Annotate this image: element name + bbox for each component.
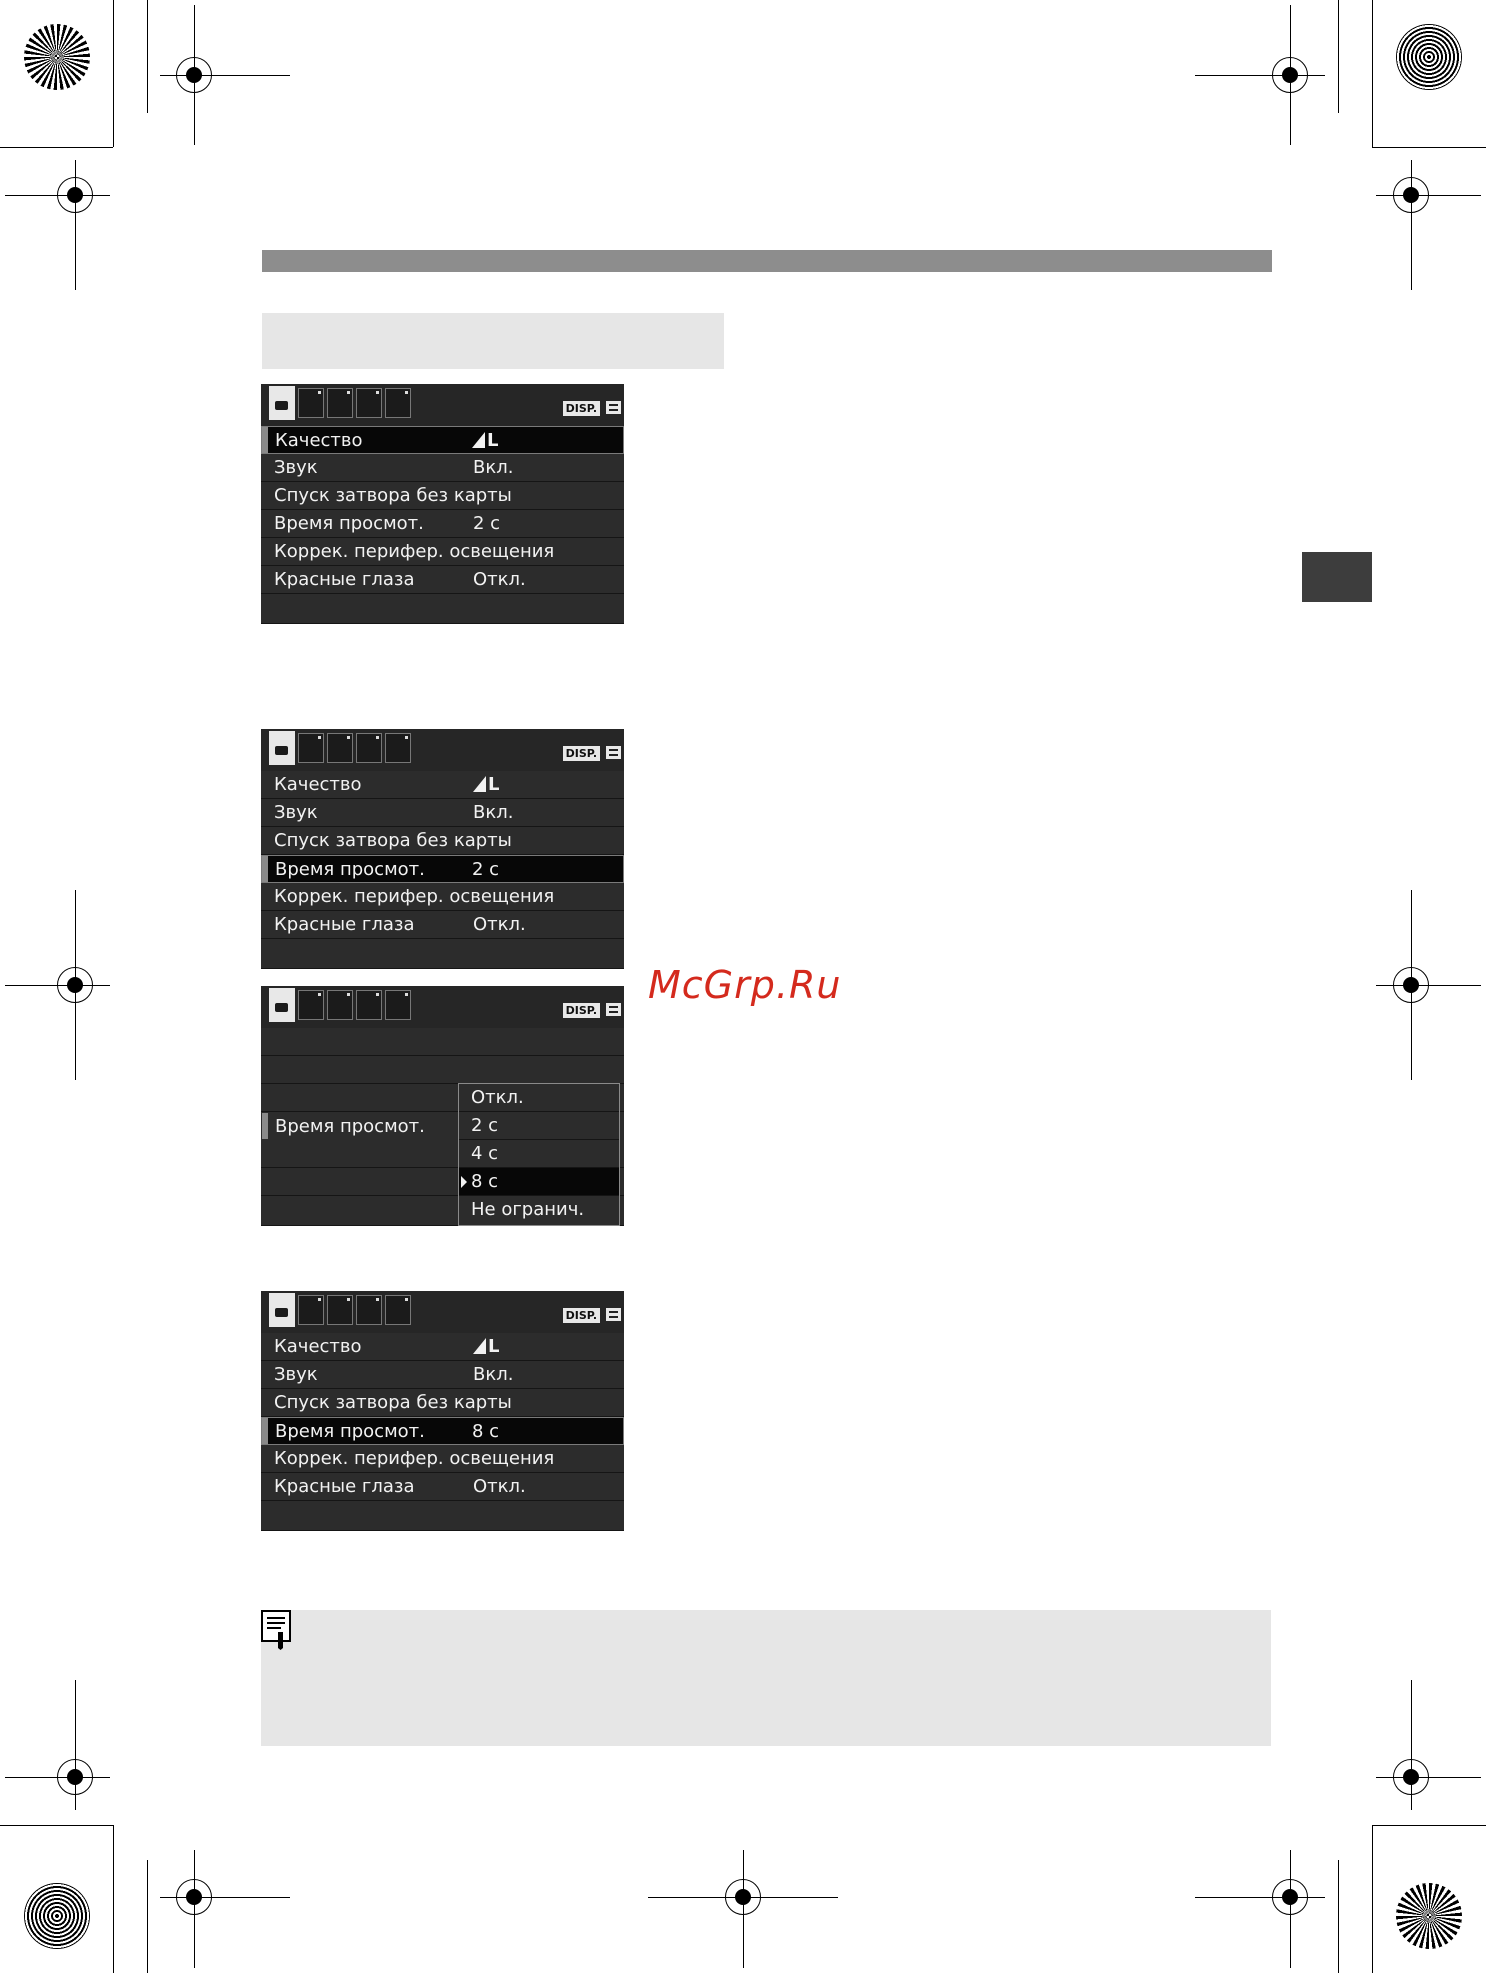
menu-display-icon <box>606 401 621 414</box>
playback-menu-tab-1[interactable] <box>356 990 382 1020</box>
note-box <box>261 1610 1271 1746</box>
menu-row-review-time[interactable]: Время просмот. 2 с <box>261 510 624 538</box>
chapter-tab <box>1302 552 1372 602</box>
menu-row-beep[interactable]: Звук Вкл. <box>261 1361 624 1389</box>
menu-row-red-eye[interactable]: Красные глаза Откл. <box>261 566 624 594</box>
option-4s[interactable]: 4 с <box>459 1140 619 1168</box>
disp-button-icon: DISP. <box>563 746 600 761</box>
menu-display-icon <box>606 746 621 759</box>
menu-display-icon <box>606 1308 621 1321</box>
registration-mark-icon <box>57 177 93 213</box>
registration-mark-icon <box>725 1879 761 1915</box>
shooting-menu-tab-1[interactable] <box>269 731 295 765</box>
playback-menu-tab-2[interactable] <box>385 733 411 763</box>
disp-button-icon: DISP. <box>563 1003 600 1018</box>
menu-row-review-time[interactable]: Время просмот. <box>261 1112 624 1140</box>
quality-icon <box>473 776 486 792</box>
option-unlimited[interactable]: Не огранич. <box>471 1199 585 1220</box>
playback-menu-tab-2[interactable] <box>385 990 411 1020</box>
menu-row-release-no-card[interactable]: Спуск затвора без карты <box>261 482 624 510</box>
registration-mark-icon <box>1393 177 1429 213</box>
menu-row-review-time[interactable]: Время просмот. 2 с <box>261 855 624 883</box>
shooting-menu-tab-3[interactable] <box>327 1295 353 1325</box>
camera-menu-screen-1 <box>261 384 624 624</box>
camera-menu-screen-3 <box>261 986 624 1226</box>
shooting-menu-tab-1[interactable] <box>269 988 295 1022</box>
shooting-menu-tab-3[interactable] <box>327 733 353 763</box>
playback-menu-tab-2[interactable] <box>385 388 411 418</box>
quality-icon <box>473 1338 486 1354</box>
registration-mark-icon <box>1393 967 1429 1003</box>
shooting-menu-tab-3[interactable] <box>327 990 353 1020</box>
disp-button-icon: DISP. <box>563 1308 600 1323</box>
menu-row-empty <box>261 1056 624 1084</box>
playback-menu-tab-1[interactable] <box>356 733 382 763</box>
shooting-menu-tab-3[interactable] <box>327 388 353 418</box>
playback-menu-tab-2[interactable] <box>385 1295 411 1325</box>
review-time-dropdown[interactable] <box>458 1083 620 1226</box>
menu-row-peripheral-illumination[interactable]: Коррек. перифер. освещения <box>261 883 624 911</box>
menu-row-release-no-card[interactable]: Спуск затвора без карты <box>261 827 624 855</box>
quality-icon <box>472 432 485 448</box>
menu-row-empty <box>261 939 624 969</box>
option-off[interactable]: Откл. <box>459 1084 619 1112</box>
registration-mark-icon <box>1272 57 1308 93</box>
menu-row-empty <box>261 1028 624 1056</box>
menu-row-review-time[interactable]: Время просмот. 8 с <box>261 1417 624 1445</box>
target-icon <box>1396 24 1462 90</box>
menu-row-quality[interactable]: Качество L <box>261 426 624 454</box>
registration-mark-icon <box>176 57 212 93</box>
shooting-menu-tab-2[interactable] <box>298 1295 324 1325</box>
menu-row-beep[interactable]: Звук Вкл. <box>261 799 624 827</box>
menu-row-red-eye[interactable]: Красные глаза Откл. <box>261 911 624 939</box>
menu-row-quality[interactable]: Качество L <box>261 771 624 799</box>
camera-menu-screen-2 <box>261 729 624 969</box>
shooting-menu-tab-1[interactable] <box>269 1293 295 1327</box>
registration-mark-icon <box>57 1759 93 1795</box>
option-8s[interactable]: 8 с <box>459 1168 619 1196</box>
menu-display-icon <box>606 1003 621 1016</box>
registration-mark-icon <box>1272 1879 1308 1915</box>
menu-row-release-no-card[interactable]: Спуск затвора без карты <box>261 1389 624 1417</box>
menu-row-empty <box>261 1501 624 1531</box>
shooting-menu-tab-2[interactable] <box>298 733 324 763</box>
starburst-icon <box>1396 1883 1462 1949</box>
target-icon <box>24 1883 90 1949</box>
disp-button-icon: DISP. <box>563 401 600 416</box>
starburst-icon <box>24 24 90 90</box>
shooting-menu-tab-1[interactable] <box>269 386 295 420</box>
playback-menu-tab-1[interactable] <box>356 1295 382 1325</box>
playback-menu-tab-1[interactable] <box>356 388 382 418</box>
subheading-box <box>262 313 724 369</box>
registration-mark-icon <box>1393 1759 1429 1795</box>
shooting-menu-tab-2[interactable] <box>298 388 324 418</box>
camera-menu-screen-4 <box>261 1291 624 1531</box>
section-header-bar <box>262 250 1272 272</box>
menu-row-quality[interactable]: Качество L <box>261 1333 624 1361</box>
menu-row-empty <box>261 594 624 624</box>
registration-mark-icon <box>57 967 93 1003</box>
registration-mark-icon <box>176 1879 212 1915</box>
option-2s[interactable]: 2 с <box>459 1112 619 1140</box>
note-icon <box>261 1610 293 1650</box>
watermark: McGrp.Ru <box>648 963 842 1007</box>
menu-row-red-eye[interactable]: Красные глаза Откл. <box>261 1473 624 1501</box>
menu-row-peripheral-illumination[interactable]: Коррек. перифер. освещения <box>261 1445 624 1473</box>
menu-row-beep[interactable]: Звук Вкл. <box>261 454 624 482</box>
shooting-menu-tab-2[interactable] <box>298 990 324 1020</box>
menu-row-peripheral-illumination[interactable]: Коррек. перифер. освещения <box>261 538 624 566</box>
